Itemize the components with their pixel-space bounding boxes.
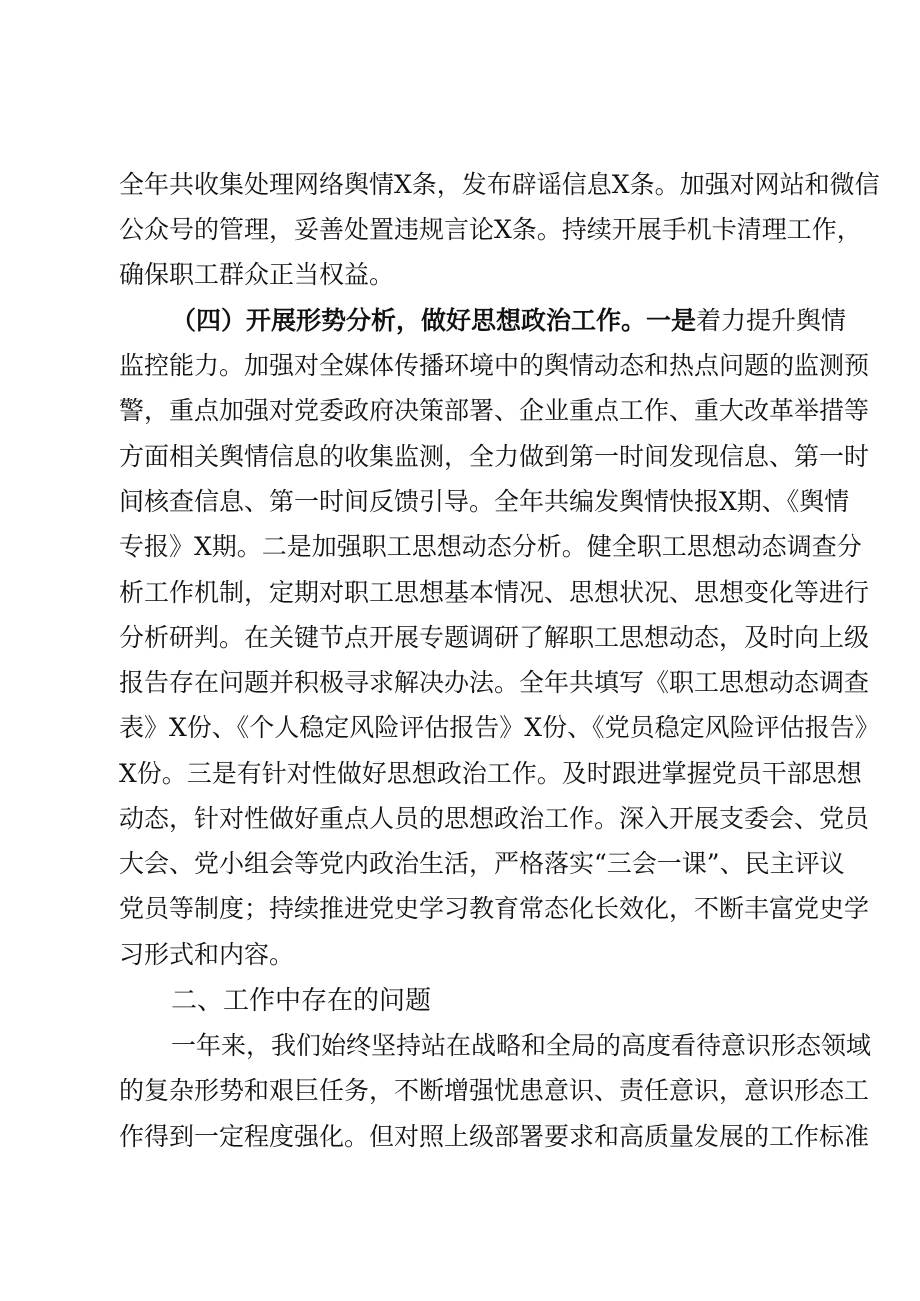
paragraph-line: 动态，针对性做好重点人员的思想政治工作。深入开展支委会、党员: [119, 804, 870, 833]
paragraph-line: 方面相关舆情信息的收集监测，全力做到第一时间发现信息、第一时: [119, 442, 870, 471]
paragraph-line: 确保职工群众正当权益。: [119, 260, 395, 289]
paragraph-line: 大会、党小组会等党内政治生活，严格落实“三会一课”、民主评议: [119, 849, 845, 878]
paragraph-line: 作得到一定程度强化。但对照上级部署要求和高质量发展的工作标准: [119, 1122, 870, 1151]
paragraph-line: 间核查信息、第一时间反馈引导。全年共编发舆情快报X期、《舆情: [119, 487, 850, 516]
section-heading: 二、工作中存在的问题: [171, 986, 432, 1016]
paragraph-line: 全年共收集处理网络舆情X条，发布辟谣信息X条。加强对网站和微信: [119, 170, 880, 199]
paragraph-line: 报告存在问题并积极寻求解决办法。全年共填写《职工思想动态调查: [119, 668, 870, 697]
paragraph-line: X份。三是有针对性做好思想政治工作。及时跟进掌握党员干部思想: [119, 759, 862, 788]
paragraph-line: 警，重点加强对党委政府决策部署、企业重点工作、重大改革举措等: [119, 396, 870, 425]
paragraph-line: 分析研判。在关键节点开展专题调研了解职工思想动态，及时向上级: [119, 623, 870, 652]
paragraph-first-line: [171, 306, 847, 336]
paragraph-line: 监控能力。加强对全媒体传播环境中的舆情动态和热点问题的监测预: [119, 351, 870, 380]
paragraph-line: 党员等制度；持续推进党史学习教育常态化长效化，不断丰富党史学: [119, 894, 870, 923]
paragraph-line: 习形式和内容。: [119, 940, 295, 969]
paragraph-first-line: 一年来，我们始终坚持站在战略和全局的高度看待意识形态领域: [171, 1031, 872, 1060]
subsection-heading: （四）开展形势分析，做好思想政治工作。: [171, 306, 647, 335]
paragraph-line: 专报》X期。二是加强职工思想动态分析。健全职工思想动态调查分: [119, 532, 862, 561]
paragraph-line: 公众号的管理，妥善处置违规言论X条。持续开展手机卡清理工作，: [119, 215, 862, 244]
paragraph-line: 表》X份、《个人稳定风险评估报告》X份、《党员稳定风险评估报告》: [119, 713, 880, 742]
paragraph-line: 的复杂形势和艰巨任务，不断增强忧患意识、责任意识，意识形态工: [119, 1076, 870, 1105]
lead-marker: 一是: [646, 306, 697, 335]
inline-text: 着力提升舆情: [696, 306, 847, 335]
paragraph-line: 析工作机制，定期对职工思想基本情况、思想状况、思想变化等进行: [119, 578, 870, 607]
